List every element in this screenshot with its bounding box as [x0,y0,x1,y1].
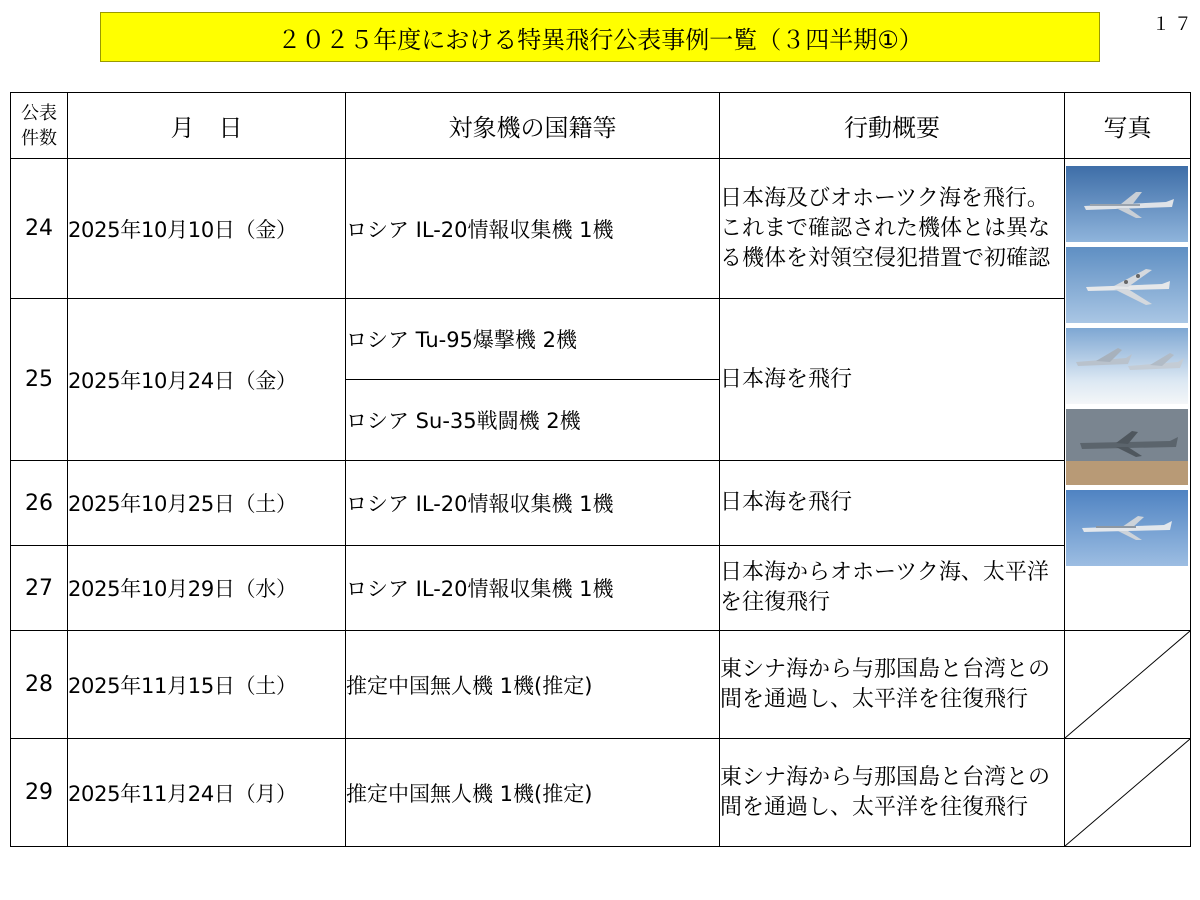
table-row [11,159,1191,299]
tu95-aircraft-photo [1066,247,1188,323]
header-activity: 行動概要 [720,93,1065,159]
row-number: 26 [11,461,68,546]
row-nationality-2: ロシア Su-35戦闘機 2機 [346,380,720,461]
patrol-aircraft-photo [1066,409,1188,485]
table-row [11,461,1191,546]
header-count: 公表 件数 [11,93,68,159]
page-title [100,12,1100,62]
header-nationality: 対象機の国籍等 [346,93,720,159]
row-date: 2025年11月15日（土） [68,631,346,739]
su35-aircraft-photo [1066,328,1188,404]
row-activity: 東シナ海から与那国島と台湾との間を通過し、太平洋を往復飛行 [720,739,1065,847]
page-title-text: ２０２５年度における特異飛行公表事例一覧（３四半期①） [277,25,923,54]
photo-column [1066,166,1188,568]
row-date: 2025年10月24日（金） [68,299,346,461]
header-photo: 写真 [1065,93,1191,159]
row-nationality: 推定中国無人機 1機(推定) [346,739,720,847]
row-activity: 日本海を飛行 [720,299,1065,461]
row-nationality: 推定中国無人機 1機(推定) [346,631,720,739]
row-number: 24 [11,159,68,299]
row-date: 2025年10月29日（水） [68,546,346,631]
diagonal-slash-icon [1065,631,1190,738]
table-row [11,631,1191,739]
row-date: 2025年11月24日（月） [68,739,346,847]
row-nationality: ロシア IL-20情報収集機 1機 [346,546,720,631]
row-date: 2025年10月10日（金） [68,159,346,299]
row-activity: 日本海からオホーツク海、太平洋を往復飛行 [720,546,1065,631]
row-number: 29 [11,739,68,847]
row-nationality: ロシア Tu-95爆撃機 2機 [346,299,720,380]
page-number: １７ [1152,14,1196,35]
il20-aircraft-photo [1066,166,1188,242]
table-row [11,739,1191,847]
row-nationality: ロシア IL-20情報収集機 1機 [346,461,720,546]
row-number: 27 [11,546,68,631]
row-number: 25 [11,299,68,461]
table-row [11,299,1191,380]
empty-photo-cell [1065,631,1191,739]
row-activity: 日本海を飛行 [720,461,1065,546]
header-row [11,93,1191,159]
empty-photo-cell [1065,739,1191,847]
row-date: 2025年10月25日（土） [68,461,346,546]
diagonal-slash-icon [1065,739,1190,846]
row-number: 28 [11,631,68,739]
header-date: 月 日 [68,93,346,159]
row-nationality: ロシア IL-20情報収集機 1機 [346,159,720,299]
il20-aircraft-photo-2 [1066,490,1188,566]
table-row [11,546,1191,631]
incident-table [10,92,1191,847]
row-activity: 東シナ海から与那国島と台湾との間を通過し、太平洋を往復飛行 [720,631,1065,739]
row-activity: 日本海及びオホーツク海を飛行。これまで確認された機体とは異なる機体を対領空侵犯措置で初確認 [720,159,1065,299]
